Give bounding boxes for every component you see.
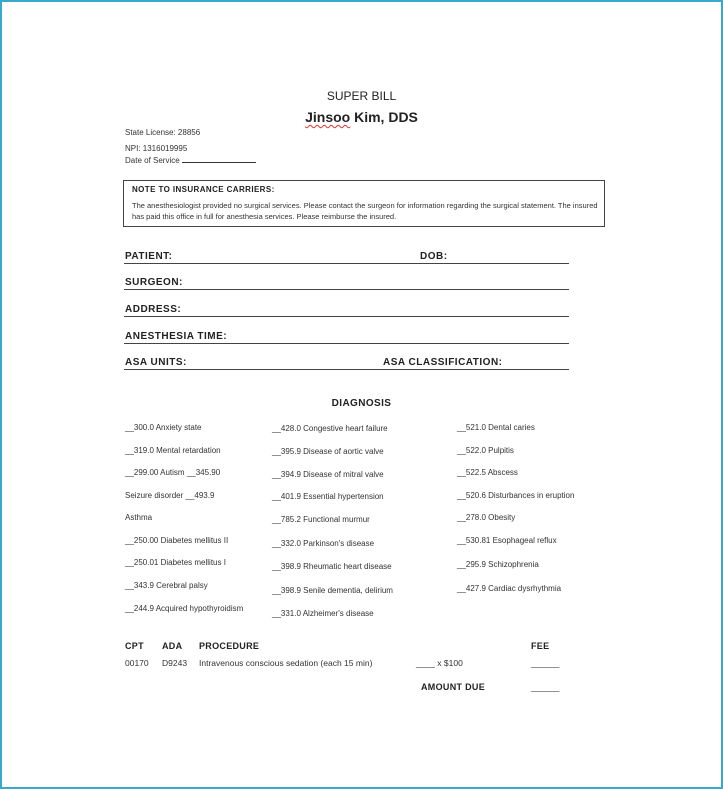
procedure-quantity[interactable]: ____ x $100 <box>416 658 463 668</box>
provider-credentials: Kim, DDS <box>350 109 418 125</box>
diagnosis-item[interactable]: __331.0 Alzheimer's disease <box>272 609 374 618</box>
diagnosis-item[interactable]: __300.0 Anxiety state <box>125 423 202 432</box>
diagnosis-item[interactable]: __530.81 Esophageal reflux <box>457 536 557 545</box>
procedure-header: PROCEDURE <box>199 641 260 651</box>
diagnosis-item[interactable]: Seizure disorder __493.9 <box>125 491 215 500</box>
state-license: State License: 28856 <box>125 128 201 137</box>
diagnosis-item[interactable]: __295.9 Schizophrenia <box>457 560 539 569</box>
diagnosis-item[interactable]: __428.0 Congestive heart failure <box>272 424 388 433</box>
asa-field[interactable] <box>124 369 569 370</box>
npi: NPI: 1316019995 <box>125 144 188 153</box>
diagnosis-item[interactable]: __522.5 Abscess <box>457 468 518 477</box>
date-of-service-label: Date of Service <box>125 156 180 165</box>
diagnosis-item[interactable]: __401.9 Essential hypertension <box>272 492 384 501</box>
diagnosis-item[interactable]: Asthma <box>125 513 153 522</box>
amount-due-label: AMOUNT DUE <box>421 682 485 692</box>
anesthesia-time-label: ANESTHESIA TIME: <box>125 331 228 342</box>
diagnosis-item[interactable]: __319.0 Mental retardation <box>125 446 221 455</box>
ada-header: ADA <box>162 641 183 651</box>
cpt-header: CPT <box>125 641 144 651</box>
dob-label: DOB: <box>420 251 448 262</box>
diagnosis-item[interactable]: __332.0 Parkinson's disease <box>272 539 375 548</box>
diagnosis-item[interactable]: __299.00 Autism __345.90 <box>125 468 221 477</box>
diagnosis-item[interactable]: __278.0 Obesity <box>457 513 516 522</box>
provider-name <box>0 109 723 125</box>
date-of-service <box>125 156 256 165</box>
provider-first-name: Jinsoo <box>305 109 351 125</box>
surgeon-field[interactable] <box>124 289 569 290</box>
diagnosis-item[interactable]: __394.9 Disease of mitral valve <box>272 470 384 479</box>
date-of-service-field[interactable] <box>182 162 256 163</box>
diagnosis-item[interactable]: __520.6 Disturbances in eruption <box>457 491 575 500</box>
diagnosis-item[interactable]: __244.9 Acquired hypothyroidism <box>125 604 244 613</box>
insurance-note-box <box>123 180 605 227</box>
fee-header: FEE <box>531 641 550 651</box>
insurance-note-heading: NOTE TO INSURANCE CARRIERS: <box>132 185 275 194</box>
diagnosis-item[interactable]: __343.9 Cerebral palsy <box>125 581 208 590</box>
patient-label: PATIENT: <box>125 251 173 262</box>
diagnosis-item[interactable]: __398.9 Senile dementia, delirium <box>272 586 393 595</box>
asa-units-label: ASA UNITS: <box>125 357 187 368</box>
diagnosis-item[interactable]: __395.9 Disease of aortic valve <box>272 447 384 456</box>
patient-field[interactable] <box>124 263 569 264</box>
asa-classification-label: ASA CLASSIFICATION: <box>383 357 503 368</box>
diagnosis-title: DIAGNOSIS <box>331 398 392 409</box>
procedure-ada: D9243 <box>162 658 188 668</box>
diagnosis-item[interactable]: __785.2 Functional murmur <box>272 515 370 524</box>
address-label: ADDRESS: <box>125 304 182 315</box>
diagnosis-item[interactable]: __427.9 Cardiac dysrhythmia <box>457 584 562 593</box>
diagnosis-item[interactable]: __521.0 Dental caries <box>457 423 535 432</box>
insurance-note-body: The anesthesiologist provided no surgical services. Please contact the surgeon for information regarding the surgical statement. The insured has paid this office in full for anesthesia services. Please reimburse the insured. <box>132 201 598 221</box>
procedure-cpt: 00170 <box>125 658 149 668</box>
diagnosis-item[interactable]: __250.00 Diabetes mellitus II <box>125 536 229 545</box>
procedure-description: Intravenous conscious sedation (each 15 min) <box>199 658 373 668</box>
diagnosis-item[interactable]: __522.0 Pulpitis <box>457 446 514 455</box>
diagnosis-item[interactable]: __398.9 Rheumatic heart disease <box>272 562 392 571</box>
document-title: SUPER BILL <box>326 89 397 103</box>
diagnosis-item[interactable]: __250.01 Diabetes mellitus I <box>125 558 226 567</box>
anesthesia-time-field[interactable] <box>124 343 569 344</box>
procedure-fee[interactable]: ______ <box>531 658 560 668</box>
address-field[interactable] <box>124 316 569 317</box>
amount-due-value[interactable]: ______ <box>531 682 560 692</box>
surgeon-label: SURGEON: <box>125 277 183 288</box>
